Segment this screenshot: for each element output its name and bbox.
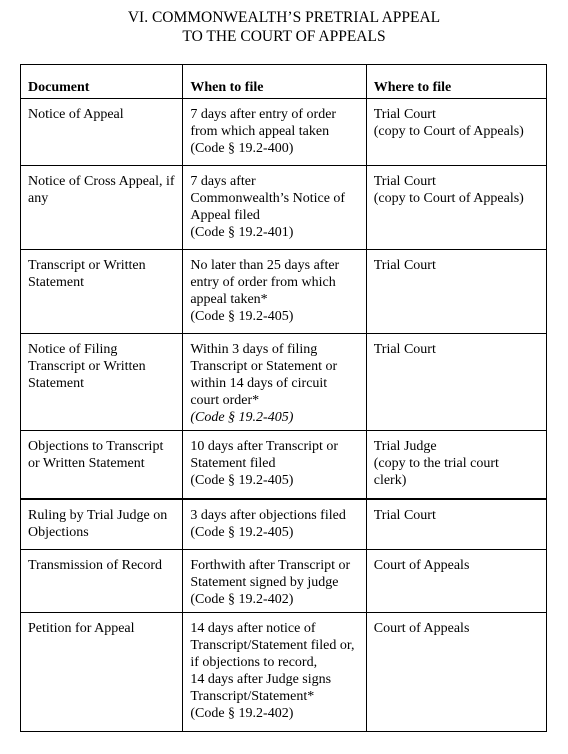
- cell-line: Trial Court: [373, 342, 436, 357]
- where-to-file-cell: [366, 613, 546, 732]
- cell-line: 3 days after objections filed: [190, 507, 346, 523]
- cell-line: appeal taken*: [190, 292, 268, 307]
- cell-line: Statement signed by judge: [190, 575, 339, 590]
- page-title: [0, 8, 568, 46]
- title-line-2: TO THE COURT OF APPEALS: [182, 28, 386, 45]
- cell-line: Trial Court: [373, 507, 436, 523]
- cell-line: clerk): [373, 473, 407, 488]
- when-to-file-cell: [183, 499, 366, 550]
- cell-line: Forthwith after Transcript or: [190, 558, 351, 573]
- where-to-file-cell: [366, 166, 546, 250]
- cell-line: Trial Court: [373, 107, 436, 122]
- cell-line: (Code § 19.2-405): [190, 309, 294, 324]
- where-to-file-cell: [366, 431, 546, 499]
- cell-line: No later than 25 days after: [190, 258, 340, 273]
- cell-line: (copy to Court of Appeals): [373, 124, 524, 139]
- cell-line: Objections to Transcript: [28, 439, 164, 454]
- cell-line: (copy to the trial court: [373, 456, 499, 471]
- cell-line: (Code § 19.2-405): [190, 473, 294, 488]
- document-cell: [21, 499, 183, 550]
- table-row: [21, 550, 547, 613]
- when-to-file-cell: [183, 550, 366, 613]
- cell-line: 10 days after Transcript or: [190, 439, 339, 454]
- when-to-file-cell: [183, 431, 366, 499]
- cell-line: Notice of Filing: [28, 342, 118, 357]
- header-when-to-file: When to file: [183, 65, 366, 99]
- cell-line: Court of Appeals: [373, 621, 470, 636]
- cell-line: (Code § 19.2-402): [190, 706, 294, 721]
- document-cell: [21, 550, 183, 613]
- cell-line: Statement: [28, 376, 84, 391]
- cell-line: Statement filed: [190, 456, 276, 471]
- where-to-file-cell: [366, 99, 546, 166]
- cell-line: Commonwealth’s Notice of: [190, 191, 346, 206]
- where-to-file-cell: [366, 499, 546, 550]
- cell-line: Transcript or Written: [28, 359, 146, 374]
- cell-line: Objections: [28, 524, 89, 540]
- table-header-row: [21, 65, 547, 99]
- cell-line: 7 days after entry of order: [190, 107, 337, 122]
- cell-line: Transcript/Statement*: [190, 689, 315, 704]
- cell-line: Notice of Appeal: [28, 107, 124, 122]
- cell-line: any: [28, 191, 49, 206]
- where-to-file-cell: [366, 250, 546, 334]
- cell-line: Appeal filed: [190, 208, 260, 223]
- table-row: [21, 99, 547, 166]
- cell-line: if objections to record,: [190, 655, 318, 670]
- header-where-to-file: Where to file: [366, 65, 546, 99]
- cell-line: Within 3 days of filing: [190, 342, 318, 357]
- table-row: [21, 613, 547, 732]
- table-row: [21, 166, 547, 250]
- cell-line: (Code § 19.2-400): [190, 141, 294, 156]
- header-document: Document: [21, 65, 183, 99]
- cell-line: 7 days after: [190, 174, 256, 189]
- when-to-file-cell: [183, 99, 366, 166]
- cell-line: Transmission of Record: [28, 558, 163, 573]
- cell-line: Statement: [28, 275, 84, 290]
- cell-line: (copy to Court of Appeals): [373, 191, 524, 206]
- when-to-file-cell: [183, 613, 366, 732]
- when-to-file-cell: [183, 250, 366, 334]
- table-row: [21, 334, 547, 431]
- cell-line: (Code § 19.2-402): [190, 592, 294, 607]
- document-cell: [21, 431, 183, 499]
- when-to-file-cell: [183, 334, 366, 431]
- cell-line: Trial Judge: [373, 439, 437, 454]
- where-to-file-cell: [366, 334, 546, 431]
- cell-line: within 14 days of circuit: [190, 376, 328, 391]
- filing-deadlines-table: [20, 64, 547, 732]
- document-cell: [21, 334, 183, 431]
- cell-line: Transcript or Written: [28, 258, 146, 273]
- cell-line: 14 days after notice of: [190, 621, 316, 636]
- document-cell: [21, 99, 183, 166]
- document-cell: [21, 250, 183, 334]
- cell-line: or Written Statement: [28, 456, 145, 471]
- table-row: [21, 431, 547, 499]
- cell-line: (Code § 19.2-405): [190, 410, 294, 425]
- cell-line: entry of order from which: [190, 275, 336, 290]
- cell-line: court order*: [190, 393, 260, 408]
- title-line-1: VI. COMMONWEALTH’S PRETRIAL APPEAL: [127, 9, 441, 26]
- cell-line: (Code § 19.2-401): [190, 225, 294, 240]
- cell-line: Petition for Appeal: [28, 621, 135, 636]
- table-row: [21, 499, 547, 550]
- cell-line: Trial Court: [373, 174, 436, 189]
- cell-line: Transcript/Statement filed or,: [190, 638, 355, 653]
- document-cell: [21, 613, 183, 732]
- cell-line: Notice of Cross Appeal, if: [28, 174, 175, 189]
- cell-line: Ruling by Trial Judge on: [28, 507, 168, 523]
- table-row: [21, 250, 547, 334]
- where-to-file-cell: [366, 550, 546, 613]
- document-cell: [21, 166, 183, 250]
- cell-line: from which appeal taken: [190, 124, 330, 139]
- cell-line: 14 days after Judge signs: [190, 672, 332, 687]
- when-to-file-cell: [183, 166, 366, 250]
- cell-line: Trial Court: [373, 258, 436, 273]
- cell-line: Court of Appeals: [373, 558, 470, 573]
- cell-line: (Code § 19.2-405): [190, 524, 294, 540]
- cell-line: Transcript or Statement or: [190, 359, 338, 374]
